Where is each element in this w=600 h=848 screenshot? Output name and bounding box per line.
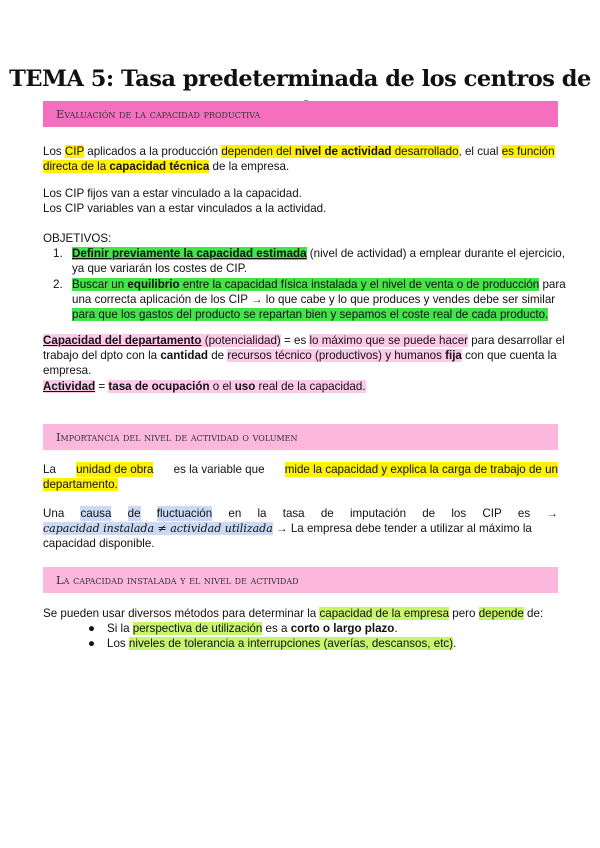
text-line: Actividad = tasa de ocupación o el uso real de la capacidad. <box>43 379 366 393</box>
paragraph-fluctuacion <box>43 506 558 552</box>
list-item: 1. Definir previamente la capacidad estimada (nivel de actividad) a emplear durante el ejercicio, ya que variarán los costes de CIP. <box>53 247 565 276</box>
section-header-evaluacion: Evaluación de la capacidad productiva <box>43 101 558 127</box>
text-line: La unidad de obra es la variable que mide la capacidad y explica la carga de trabajo de un <box>43 463 558 476</box>
text-line: Capacidad del departamento (potencialidad) = es lo máximo que se puede hacer para desarrollar el <box>43 334 565 347</box>
paragraph-unidad-obra <box>43 462 558 492</box>
text-run: Los CIP aplicados a la producción dependen del nivel de actividad desarrollado, el cual es función <box>43 145 555 158</box>
list-item: ● Los niveles de tolerancia a interrupciones (averías, descansos, etc). <box>88 637 457 651</box>
paragraph-capacidad-departamento <box>43 333 565 394</box>
list-item: ● Si la perspectiva de utilización es a corto o largo plazo. <box>88 622 398 636</box>
math-expression: capacidad instalada ≠ actividad utilizada <box>43 522 273 536</box>
objectives-label: OBJETIVOS: <box>43 232 112 245</box>
text-line: Los CIP variables van a estar vinculados a la actividad. <box>43 202 327 216</box>
text-line: Los CIP fijos van a estar vinculado a la capacidad. <box>43 187 302 200</box>
text-line: departamento. <box>43 478 118 492</box>
section-header-importancia: Importancia del nivel de actividad o volumen <box>43 424 558 450</box>
bullet-icon: ● <box>88 637 96 651</box>
text-line: Se pueden usar diversos métodos para determinar la capacidad de la empresa pero depende de: <box>43 607 544 620</box>
list-number: 1. <box>53 247 63 261</box>
text-line: Una causa de fluctuación en la tasa de imputación de los CIP es → <box>43 507 558 520</box>
list-number: 2. <box>53 277 63 291</box>
text-line: empresa. <box>43 364 92 378</box>
text-line: directa de la capacidad técnica de la empresa. <box>43 160 290 174</box>
list-item: 2. Buscar un equilibrio entre la capacidad física instalada y el nivel de venta o de producción para una correcta aplicación de los CIP → lo que cabe y lo que produces y vendes debe ser similar para que los gastos del producto se repartan bien y sepamos el coste real de cada producto. <box>53 277 566 322</box>
bullet-icon: ● <box>88 622 96 636</box>
text-line: trabajo del dpto con la cantidad de recursos técnico (productivos) y humanos fija con que cuenta la <box>43 349 557 363</box>
objectives-block <box>43 231 566 322</box>
section-header-capacidad-instalada: La capacidad instalada y el nivel de actividad <box>43 567 558 593</box>
paragraph-cip-intro <box>43 144 558 174</box>
page-title: TEMA 5: Tasa predeterminada de los centros de <box>9 66 591 92</box>
paragraph-metodos <box>43 606 558 652</box>
text-line: capacidad instalada ≠ actividad utilizada → La empresa debe tender a utilizar al máximo la <box>43 522 532 536</box>
text-line: capacidad disponible. <box>43 537 155 551</box>
paragraph-cip-types <box>43 186 558 216</box>
text-line <box>43 144 558 159</box>
